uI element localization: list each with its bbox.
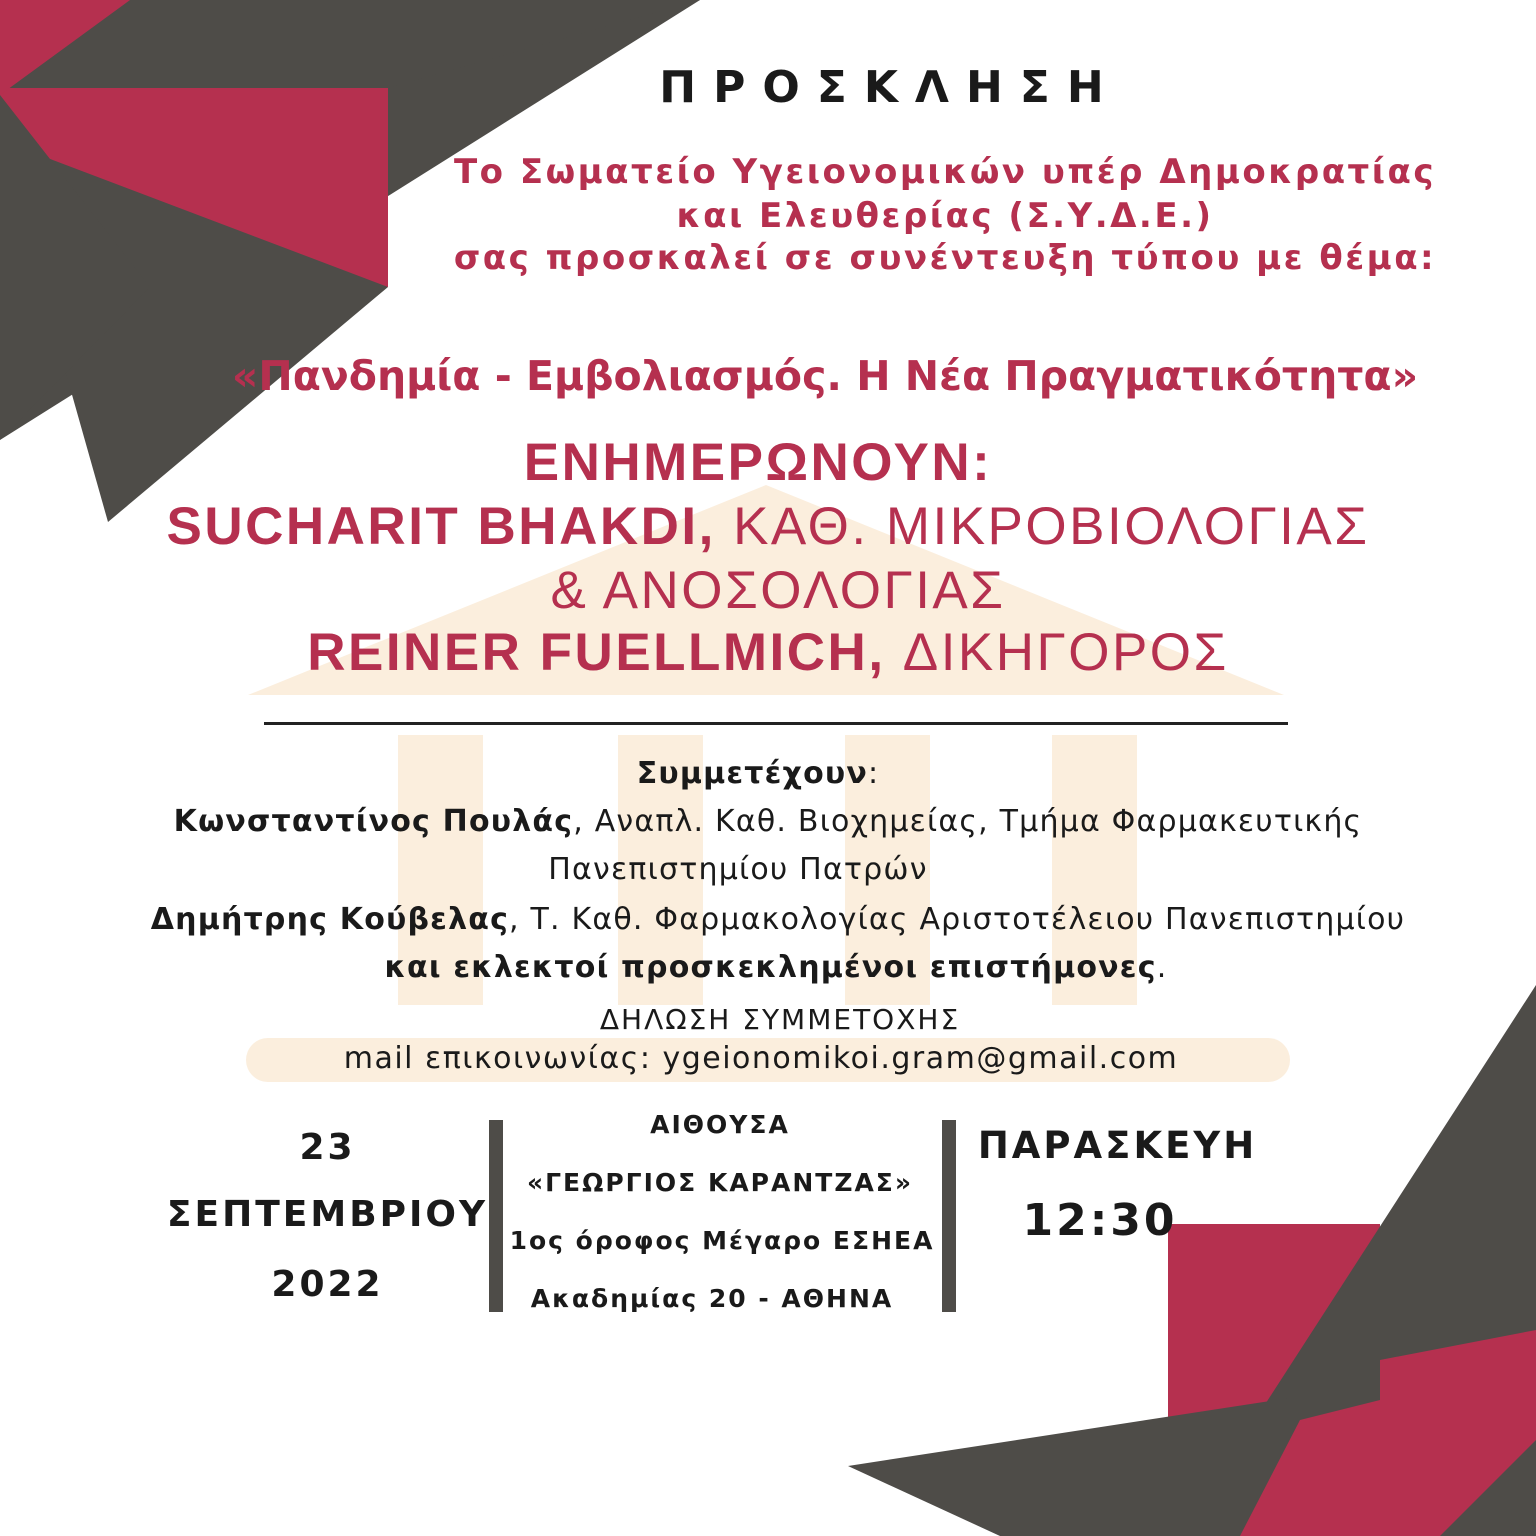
contact-mail[interactable]: mail επικοινωνίας: ygeionomikoi.gram@gmail.com: [343, 1041, 1179, 1076]
participant-1-line: [0, 804, 1536, 839]
venue-address: Ακαδημίας 20 - ΑΘΗΝΑ: [530, 1284, 894, 1313]
event-month: ΣΕΠΤΕΜΒΡΙΟΥ: [166, 1194, 489, 1235]
registration-label: ΔΗΛΩΣΗ ΣΥΜΜΕΤΟΧΗΣ: [599, 1003, 961, 1036]
event-time: 12:30: [1022, 1195, 1178, 1246]
event-weekday: ΠΑΡΑΣΚΕΥΗ: [977, 1124, 1258, 1167]
conference-theme: «Πανδημία - Εμβολιασμός. Η Νέα Πραγματικότητα»: [231, 352, 1419, 400]
venue-floor: 1ος όροφος Μέγαρο ΕΣΗΕΑ: [509, 1226, 935, 1255]
venue-name: «ΓΕΩΡΓΙΟΣ ΚΑΡΑΝΤΖΑΣ»: [526, 1168, 914, 1197]
speaker-1-name: SUCHARIT BHAKDI,: [166, 497, 716, 556]
speaker-1-line: [0, 496, 1536, 557]
participants-heading-colon: :: [868, 756, 880, 791]
other-participants-text: και εκλεκτοί προσκεκλημένοι επιστήμονες: [384, 950, 1157, 985]
speaker-1-role-cont: & ΑΝΟΣΟΛΟΓΙΑΣ: [550, 561, 1006, 620]
speaker-2-name: REINER FUELLMICH,: [307, 623, 886, 682]
participants-heading-text: Συμμετέχουν: [636, 756, 868, 791]
other-participants-period: .: [1156, 950, 1168, 985]
participant-2-role: , Τ. Καθ. Φαρμακολογίας Αριστοτέλειου Πανεπιστημίου: [509, 902, 1406, 937]
speaker-2-line: [0, 622, 1536, 683]
event-separator-right: [942, 1120, 956, 1312]
speakers-heading-text: ΕΝΗΜΕΡΩΝΟΥΝ:: [523, 433, 993, 492]
participant-1-name: Κωνσταντίνος Πουλάς: [173, 804, 574, 839]
intro-line-1: Το Σωματείο Υγειονομικών υπέρ Δημοκρατίας: [453, 152, 1437, 192]
event-year: 2022: [271, 1264, 384, 1305]
speaker-1-role: ΚΑΘ. ΜΙΚΡΟΒΙΟΛΟΓΙΑΣ: [715, 497, 1370, 556]
participant-1-role: , Αναπλ. Καθ. Βιοχημείας, Τμήμα Φαρμακευτικής: [573, 804, 1363, 839]
speaker-2-role: ΔΙΚΗΓΟΡΟΣ: [885, 623, 1229, 682]
participant-2-line: [10, 902, 1536, 937]
participant-2-name: Δημήτρης Κούβελας: [150, 902, 510, 937]
participants-heading: [0, 756, 1526, 791]
other-participants: [8, 950, 1536, 985]
intro-line-2: και Ελευθερίας (Σ.Υ.Δ.Ε.): [676, 196, 1214, 236]
intro-line-3: σας προσκαλεί σε συνέντευξη τύπου με θέμα:: [453, 238, 1437, 278]
section-divider: [264, 722, 1288, 725]
event-day: 23: [299, 1127, 356, 1168]
page-title: ΠΡΟΣΚΛΗΣΗ: [659, 62, 1121, 113]
participant-1-role-cont: Πανεπιστημίου Πατρών: [548, 852, 928, 887]
speakers-heading: [0, 432, 1526, 493]
venue-label: ΑΙΘΟΥΣΑ: [650, 1110, 790, 1139]
